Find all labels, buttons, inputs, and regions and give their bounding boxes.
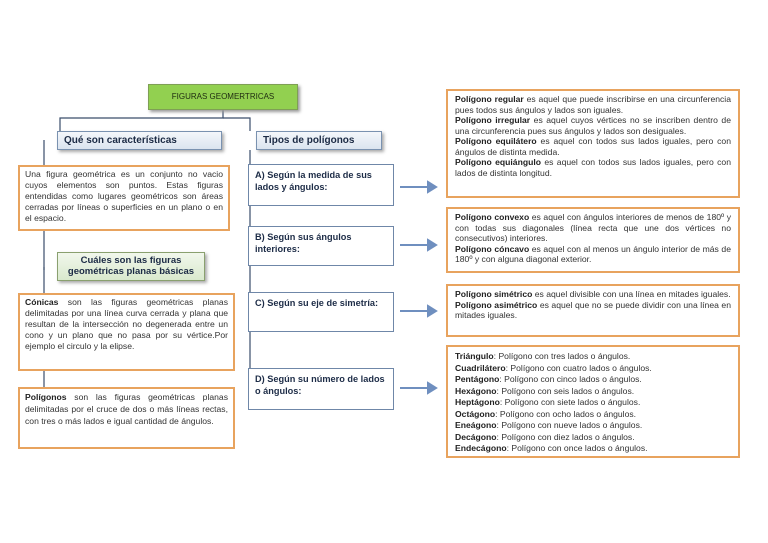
list-item bbox=[455, 386, 731, 398]
def-equiangulo bbox=[455, 157, 731, 178]
term-heptagono: Heptágono bbox=[455, 397, 500, 407]
list-item bbox=[455, 351, 731, 363]
arrow-b-head bbox=[428, 240, 436, 250]
basic-figures-header: Cuáles son las figuras geométricas planas básicas bbox=[57, 252, 205, 281]
arrow-c-head bbox=[428, 306, 436, 316]
text-heptagono: : Polígono con siete lados o ángulos. bbox=[499, 397, 641, 407]
text-endecagono: : Polígono con once lados o ángulos. bbox=[506, 443, 648, 453]
text-irregular: es aquel cuyos vértices no se inscriben dentro de una circunferencia pues sus ángulos y lados son desiguales. bbox=[455, 115, 731, 136]
conicas-term: Cónicas bbox=[25, 297, 59, 307]
def-irregular bbox=[455, 115, 731, 136]
list-item bbox=[455, 432, 731, 444]
list-item bbox=[455, 374, 731, 386]
term-equilatero: Polígono equilátero bbox=[455, 136, 537, 146]
list-item bbox=[455, 420, 731, 432]
list-item bbox=[455, 363, 731, 375]
text-regular: es aquel que puede inscribirse en una circunferencia pues todos sus ángulos y lados son iguales. bbox=[455, 94, 732, 115]
term-cuadrilatero: Cuadrilátero bbox=[455, 362, 506, 373]
box-b-definitions bbox=[446, 207, 740, 273]
poligonos-box bbox=[18, 387, 235, 449]
box-d-definitions bbox=[446, 345, 740, 458]
category-d-box: D) Según su número de lados o ángulos: bbox=[248, 368, 394, 410]
term-octagono: Octágono bbox=[455, 408, 496, 419]
list-item bbox=[455, 443, 731, 455]
arrow-d-head bbox=[428, 383, 436, 393]
category-a-box: A) Según la medida de sus lados y ángulos: bbox=[248, 164, 394, 206]
term-convexo: Polígono convexo bbox=[455, 212, 530, 222]
text-simetrico: es aquel divisible con una línea en mitades iguales. bbox=[532, 289, 731, 299]
text-hexagono: : Polígono con seis lados o ángulos. bbox=[496, 385, 635, 396]
list-item bbox=[455, 409, 731, 421]
term-asimetrico: Polígono asimétrico bbox=[455, 299, 538, 310]
text-decagono: : Polígono con diez lados o ángulos. bbox=[496, 431, 635, 442]
category-b-box: B) Según sus ángulos interiores: bbox=[248, 226, 394, 266]
list-item bbox=[455, 397, 731, 409]
box-c-definitions bbox=[446, 284, 740, 337]
term-pentagono: Pentágono bbox=[455, 374, 500, 384]
text-convexo: es aquel con ángulos interiores de menos de 180º y con todas sus diagonales (línea recta que une dos vértices no consecutivos) interiores. bbox=[455, 212, 732, 243]
term-triangulo: Triángulo bbox=[455, 351, 494, 361]
poligonos-text: son las figuras geométricas planas delimitadas por el cruce de dos o más líneas rectas, con tres o más lados e igual cantidad de ángulos. bbox=[25, 392, 228, 426]
term-regular: Polígono regular bbox=[455, 94, 524, 104]
term-decagono: Decágono bbox=[455, 431, 497, 442]
connector-title-left bbox=[60, 110, 223, 131]
def-concavo bbox=[455, 244, 731, 265]
what-are-header: Qué son características bbox=[57, 131, 222, 150]
term-irregular: Polígono irregular bbox=[455, 115, 531, 125]
term-equiangulo: Polígono equiángulo bbox=[455, 157, 541, 167]
arrow-a-head bbox=[428, 182, 436, 192]
def-simetrico bbox=[455, 289, 731, 300]
text-octagono: : Polígono con ocho lados o ángulos. bbox=[495, 408, 637, 419]
polygon-types-header: Tipos de polígonos bbox=[256, 131, 382, 150]
diagram-title: FIGURAS GEOMERTRICAS bbox=[148, 84, 298, 110]
term-endecagono: Endecágono bbox=[455, 443, 507, 453]
category-c-box: C) Según su eje de simetría: bbox=[248, 292, 394, 332]
conicas-text: son las figuras geométricas planas delimitadas por una línea curva cerrada y plana que resultan de la intersección no degenerada entre un cono y un plano que no pasa por su vértice.Por ejemplo el circulo y la elipse. bbox=[25, 297, 228, 351]
definition-box: Una figura geométrica es un conjunto no vacio cuyos elementos son puntos. Estas figuras entendidas como lugares geométricos son áreas cerradas por líneas o superficies en un plano o en el espacio. bbox=[18, 165, 230, 231]
text-equilatero: es aquel con todos sus lados iguales, pero con ángulos de distinta medida. bbox=[455, 136, 731, 157]
text-triangulo: : Polígono con tres lados o ángulos. bbox=[493, 351, 631, 361]
text-pentagono: : Polígono con cinco lados o ángulos. bbox=[499, 374, 642, 384]
text-asimetrico: es aquel que no se puede dividir con una línea en mitades iguales. bbox=[455, 299, 731, 320]
def-convexo bbox=[455, 212, 731, 244]
term-hexagono: Hexágono bbox=[455, 385, 497, 396]
term-concavo: Polígono cóncavo bbox=[455, 243, 530, 254]
def-regular bbox=[455, 94, 731, 115]
text-eneagono: : Polígono con nueve lados o ángulos. bbox=[496, 420, 643, 430]
term-eneagono: Eneágono bbox=[455, 420, 497, 430]
poligonos-term: Polígonos bbox=[25, 392, 67, 402]
conicas-box bbox=[18, 293, 235, 371]
connector-title-right bbox=[223, 118, 250, 131]
text-cuadrilatero: : Polígono con cuatro lados o ángulos. bbox=[505, 362, 652, 373]
def-equilatero bbox=[455, 136, 731, 157]
text-equiangulo: es aquel con todos sus lados iguales, pero con lados de distinta longitud. bbox=[455, 157, 731, 178]
box-a-definitions bbox=[446, 89, 740, 198]
text-concavo: es aquel con al menos un ángulo interior de más de 180º y con alguna diagonal exterior. bbox=[455, 243, 731, 264]
def-asimetrico bbox=[455, 300, 731, 321]
term-simetrico: Polígono simétrico bbox=[455, 289, 533, 299]
